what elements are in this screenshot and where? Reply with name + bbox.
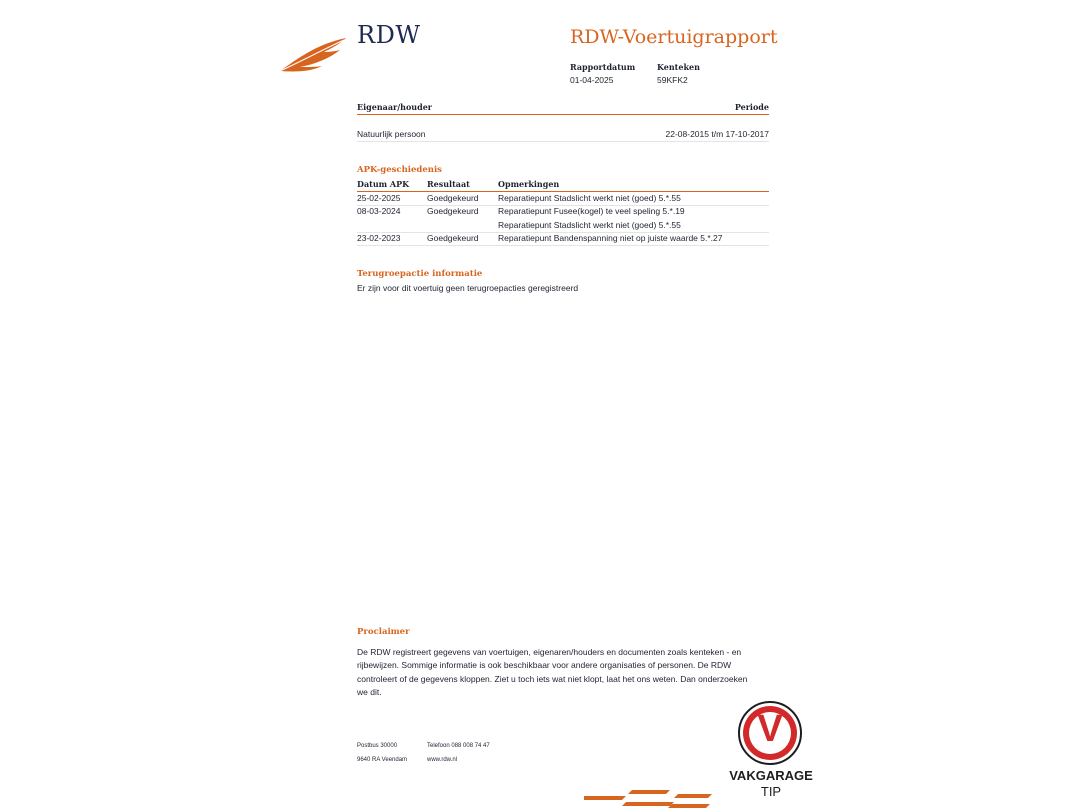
apk-row-date: 23-02-2023 [357, 233, 401, 243]
recall-title: Terugroepactie informatie [357, 269, 483, 279]
footer-city: 9640 RA Veendam [357, 757, 408, 763]
footer-website: www.rdw.nl [427, 757, 458, 763]
disclaimer-line: rijbewijzen. Sommige informatie is ook beschikbaar voor andere organisaties of personen. De RDW [357, 660, 732, 670]
period-heading: Periode [734, 102, 769, 112]
disclaimer-line: De RDW registreert gegevens van voertuigen, eigenaren/houders en documenten zoals kenteken - en [357, 647, 742, 657]
report-date-label: Rapportdatum [570, 62, 636, 72]
plate-value: 59KFK2 [657, 75, 688, 85]
apk-row-remark: Reparatiepunt Stadslicht werkt niet (goed) 5.*.55 [498, 220, 681, 230]
report-title: RDW-Voertuigrapport [570, 26, 778, 48]
disclaimer-line: controleert of de gegevens kloppen. Ziet u toch iets wat niet klopt, laat het ons weten. Dan onderzoeken [357, 674, 748, 684]
org-name: RDW [357, 21, 421, 49]
apk-row-remark: Reparatiepunt Stadslicht werkt niet (goed) 5.*.55 [498, 193, 681, 203]
disclaimer-line: we dit. [357, 687, 382, 697]
vakgarage-letter: V [757, 708, 783, 750]
apk-col-result: Resultaat [427, 179, 470, 189]
owner-type: Natuurlijk persoon [357, 129, 426, 139]
footer-stripes-decoration [584, 786, 714, 810]
disclaimer-title: Proclaimer [357, 627, 410, 637]
footer-phone: Telefoon 088 008 74 47 [427, 743, 490, 749]
apk-row-rule [357, 245, 769, 246]
owner-heading: Eigenaar/houder [357, 102, 433, 112]
apk-row-result: Goedgekeurd [427, 193, 479, 203]
apk-row-result: Goedgekeurd [427, 206, 479, 216]
apk-col-remarks: Opmerkingen [498, 179, 560, 189]
apk-row-date: 08-03-2024 [357, 206, 401, 216]
footer-postbus: Postbus 30000 [357, 743, 398, 749]
owner-divider [357, 114, 769, 115]
apk-row-date: 25-02-2025 [357, 193, 401, 203]
apk-row-remark: Reparatiepunt Bandenspanning niet op juiste waarde 5.*.27 [498, 233, 723, 243]
apk-row-result: Goedgekeurd [427, 233, 479, 243]
vakgarage-line2: TIP [760, 784, 782, 799]
rdw-feather-logo [278, 34, 350, 74]
apk-col-date: Datum APK [357, 179, 410, 189]
owner-period: 22-08-2015 t/m 17-10-2017 [665, 129, 769, 139]
owner-bottom-rule [357, 141, 769, 142]
vakgarage-line1: VAKGARAGE [729, 768, 813, 783]
recall-text: Er zijn voor dit voertuig geen terugroepacties geregistreerd [357, 283, 579, 293]
apk-row-remark: Reparatiepunt Fusee(kogel) te veel speling 5.*.19 [498, 206, 685, 216]
report-date-value: 01-04-2025 [570, 75, 614, 85]
apk-title: APK-geschiedenis [357, 165, 442, 175]
vakgarage-badge [726, 700, 816, 805]
apk-header-divider [357, 191, 769, 192]
plate-label: Kenteken [657, 62, 700, 72]
